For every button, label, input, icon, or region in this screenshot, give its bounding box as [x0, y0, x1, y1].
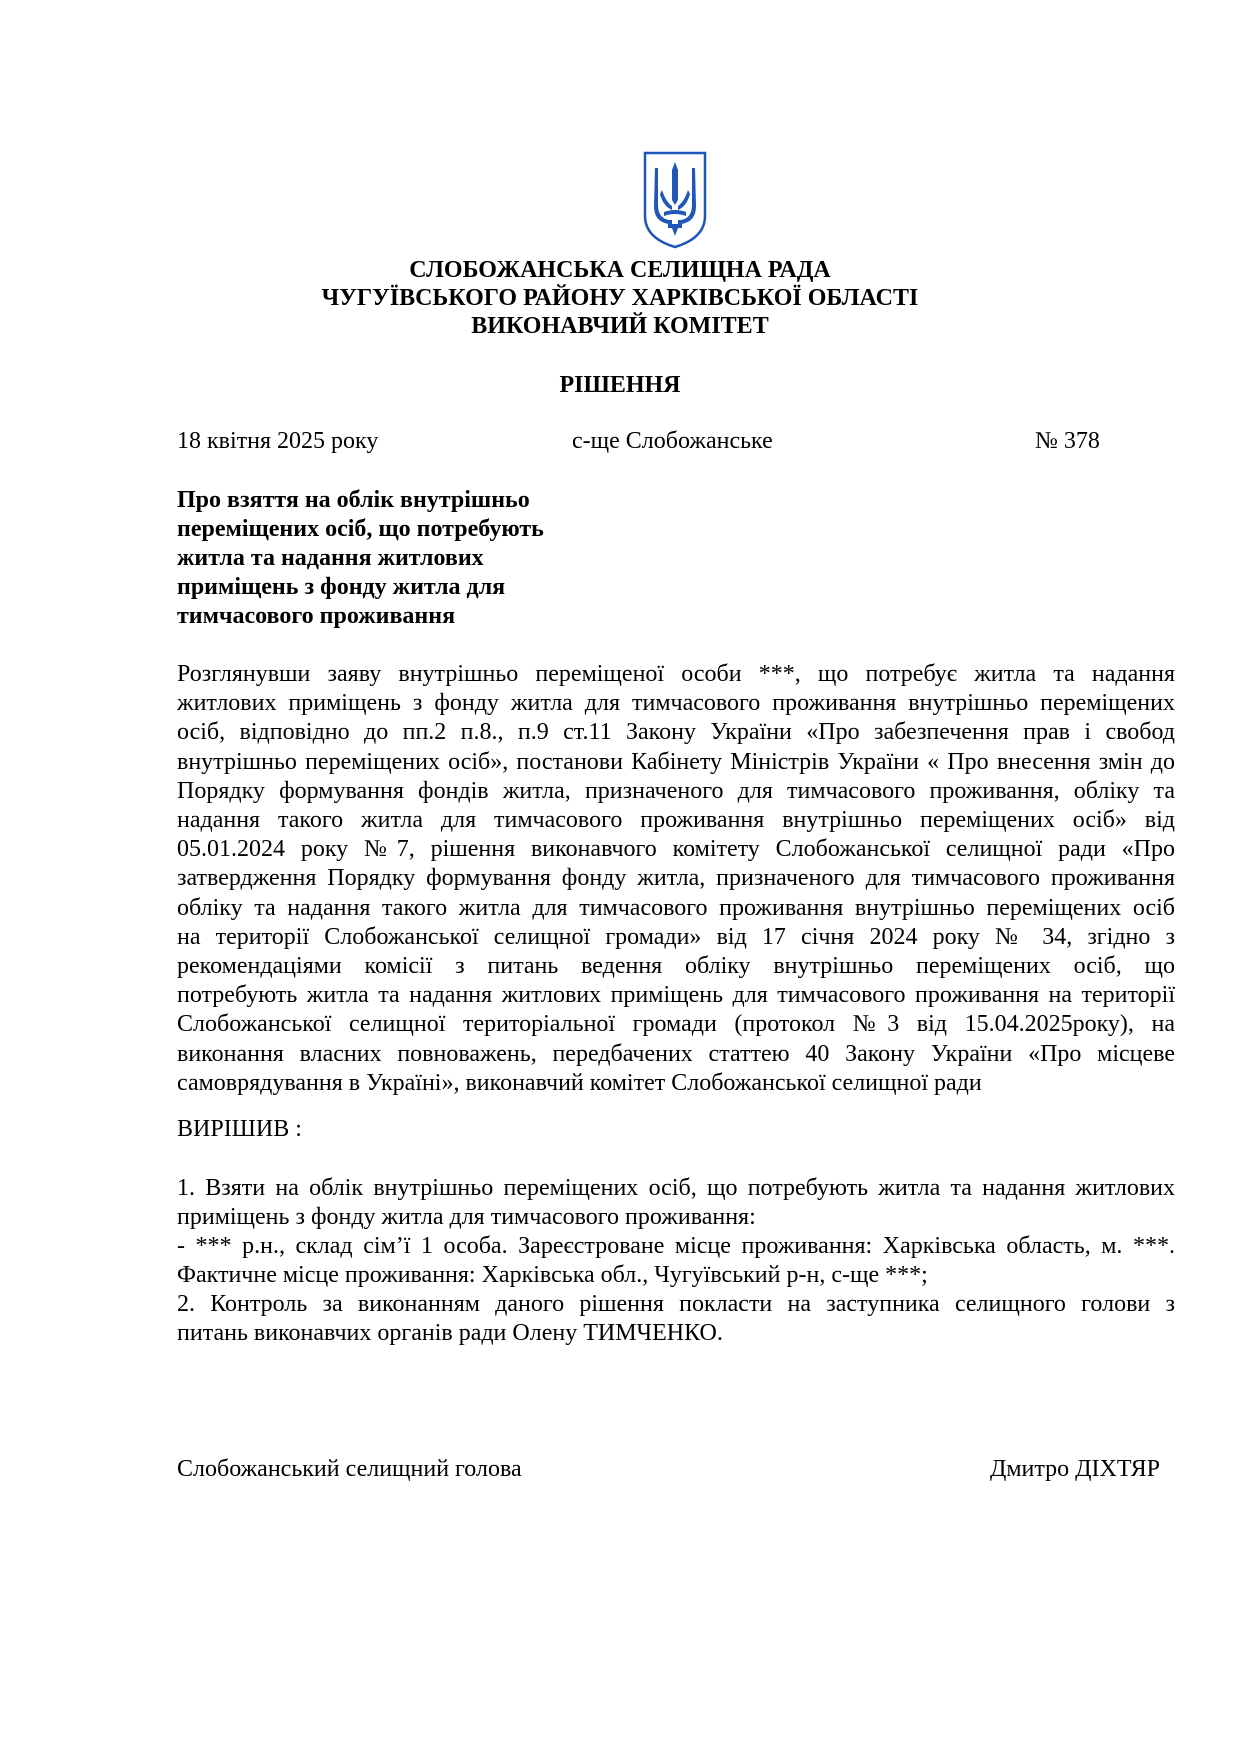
subject-line: приміщень з фонду житла для [177, 574, 506, 600]
preamble-line: житлових приміщень з фонду житла для тимчасового проживання внутрішньо переміщених [177, 690, 1175, 717]
resolved-heading: ВИРІШИВ : [177, 1116, 302, 1142]
signatory-name: Дмитро ДІХТЯР [990, 1456, 1160, 1482]
preamble-line: надання такого житла для тимчасового проживання внутрішньо переміщених осіб» від [177, 807, 1175, 834]
subject-line: тимчасового проживання [177, 603, 456, 629]
decision-date: 18 квітня 2025 року [177, 428, 379, 454]
subject-line: житла та надання житлових [177, 545, 484, 571]
subject-line: Про взяття на облік внутрішньо [177, 487, 530, 513]
preamble-line: рекомендаціями комісії з питань ведення обліку внутрішньо переміщених осіб, що [177, 953, 1175, 980]
preamble-line: 05.01.2024 року №7, рішення виконавчого комітету Слобожанської селищної ради «Про [177, 836, 1175, 863]
preamble-line: самоврядування в Україні», виконавчий комітет Слобожанської селищної ради [177, 1069, 982, 1096]
decision-place: с-ще Слобожанське [572, 428, 773, 454]
item-line: - *** р.н., склад сім’ї 1 особа. Зареєстроване місце проживання: Харківська область, м. ***. [177, 1233, 1175, 1259]
preamble-line: обліку та надання такого житла для тимчасового проживання внутрішньо переміщених осіб [177, 894, 1175, 921]
preamble-line: внутрішньо переміщених осіб», постанови Кабінету Міністрів України « Про внесення змін до [177, 748, 1175, 775]
council-name: СЛОБОЖАНСЬКА СЕЛИЩНА РАДА [409, 257, 831, 283]
preamble-line: Розглянувши заяву внутрішньо переміщеної особи ***, що потребує житла та надання [177, 661, 1175, 687]
decision-subject [177, 486, 597, 631]
preamble-line: потребують житла та надання житлових приміщень для тимчасового проживання на території [177, 982, 1175, 1009]
preamble-paragraph [177, 660, 1175, 1098]
executive-committee: ВИКОНАВЧИЙ КОМІТЕТ [471, 313, 769, 339]
decision-number: № 378 [1035, 428, 1100, 454]
coat-of-arms-icon [642, 150, 708, 250]
preamble-line: Порядку формування фондів житла, призначеного для тимчасового проживання, обліку та [177, 777, 1175, 804]
item-line: приміщень з фонду житла для тимчасового проживання: [177, 1204, 756, 1230]
item-line: 2. Контроль за виконанням даного рішення покласти на заступника селищного голови з [177, 1291, 1175, 1317]
preamble-line: затвердження Порядку формування фонду житла, призначеного для тимчасового проживання [177, 865, 1175, 892]
item-line: питань виконавчих органів ради Олену ТИМЧЕНКО. [177, 1320, 723, 1346]
preamble-line: виконання власних повноважень, передбачених статтею 40 Закону України «Про місцеве [177, 1040, 1175, 1067]
item-line: Фактичне місце проживання: Харківська обл., Чугуївський р-н, с-ще ***; [177, 1262, 928, 1288]
subject-line: переміщених осіб, що потребують [177, 516, 544, 542]
district-name: ЧУГУЇВСЬКОГО РАЙОНУ ХАРКІВСЬКОЇ ОБЛАСТІ [321, 285, 919, 311]
preamble-line: на території Слобожанської селищної громади» від 17 січня 2024 року № 34, згідно з [177, 923, 1175, 950]
item-line: 1. Взяти на облік внутрішньо переміщених осіб, що потребують житла та надання житлових [177, 1175, 1175, 1201]
preamble-line: осіб, відповідно до пп.2 п.8., п.9 ст.11 Закону України «Про забезпечення прав і свобод [177, 719, 1175, 746]
document-title: РІШЕННЯ [559, 372, 681, 398]
signatory-position: Слобожанський селищний голова [177, 1456, 522, 1482]
preamble-line: Слобожанської селищної територіальної громади (протокол №3 від 15.04.2025року), на [177, 1011, 1175, 1038]
decision-items [177, 1174, 1175, 1348]
